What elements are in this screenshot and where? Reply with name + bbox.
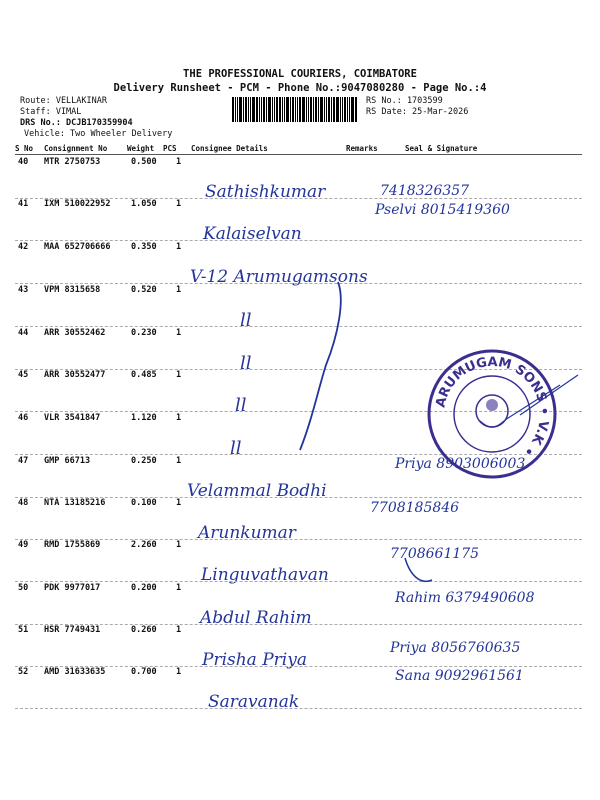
row-consignee-handwriting: Prisha Priya <box>202 650 307 670</box>
row-consignment-no: GMP 66713 <box>44 456 91 466</box>
row-consignee-handwriting: V-12 Arumugamsons <box>190 267 368 287</box>
row-weight: 0.485 <box>131 370 157 380</box>
row-consignment-no: VPM 8315658 <box>44 285 101 295</box>
row-consignee-handwriting: ll <box>240 310 252 331</box>
row-consignment-no: PDK 9977017 <box>44 583 101 593</box>
row-pcs: 1 <box>176 242 182 252</box>
row-consignee-handwriting: Sathishkumar <box>205 182 326 202</box>
row-weight: 0.520 <box>131 285 157 295</box>
row-consignment-no: VLR 3541847 <box>44 413 101 423</box>
row-signature-handwriting: Sana 9092961561 <box>395 668 524 684</box>
row-pcs: 1 <box>176 498 182 508</box>
row-consignee-handwriting: Saravanak <box>208 692 300 712</box>
col-header-sno: S No <box>15 144 34 153</box>
col-header-consignee: Consignee Details <box>191 144 268 153</box>
row-sno: 46 <box>18 413 29 423</box>
row-consignee-handwriting: Arunkumar <box>198 523 296 543</box>
company-title: THE PROFESSIONAL COURIERS, COIMBATORE <box>183 68 417 80</box>
row-consignment-no: AMD 31633635 <box>44 667 106 677</box>
row-pcs: 1 <box>176 157 182 167</box>
row-pcs: 1 <box>176 625 182 635</box>
row-signature-handwriting: 7708661175 <box>390 546 480 562</box>
row-pcs: 1 <box>176 456 182 466</box>
row-weight: 0.260 <box>131 625 157 635</box>
row-pcs: 1 <box>176 328 182 338</box>
row-sno: 42 <box>18 242 29 252</box>
col-header-consignment: Consignment No <box>44 144 108 153</box>
row-pcs: 1 <box>176 413 182 423</box>
row-pcs: 1 <box>176 667 182 677</box>
row-sno: 41 <box>18 199 29 209</box>
row-sno: 49 <box>18 540 29 550</box>
row-sno: 43 <box>18 285 29 295</box>
row-weight: 0.350 <box>131 242 157 252</box>
row-consignee-handwriting: ll <box>230 438 242 459</box>
row-sno: 47 <box>18 456 29 466</box>
col-header-signature: Seal & Signature <box>405 144 478 153</box>
runsheet-subtitle: Delivery Runsheet - PCM - Phone No.:9047080280 - Page No.:4 <box>113 82 487 94</box>
row-signature-handwriting: Rahim 6379490608 <box>395 590 535 606</box>
row-weight: 0.250 <box>131 456 157 466</box>
staff-label: Staff: VIMAL <box>20 107 82 117</box>
row-consignment-no: ARR 30552462 <box>44 328 106 338</box>
row-weight: 0.200 <box>131 583 157 593</box>
drs-number: DRS No.: DCJB170359904 <box>20 118 133 128</box>
row-sno: 52 <box>18 667 29 677</box>
row-pcs: 1 <box>176 199 182 209</box>
row-weight: 1.120 <box>131 413 157 423</box>
row-consignment-no: RMD 1755869 <box>44 540 101 550</box>
row-weight: 0.500 <box>131 157 157 167</box>
row-consignment-no: IXM 510022952 <box>44 199 111 209</box>
row-signature-handwriting: Priya 8903006003 <box>395 456 526 472</box>
row-sno: 45 <box>18 370 29 380</box>
row-consignee-handwriting: Abdul Rahim <box>200 608 312 628</box>
row-weight: 0.100 <box>131 498 157 508</box>
row-signature-handwriting: 7418326357 <box>380 183 470 199</box>
row-consignee-handwriting: Kalaiselvan <box>203 224 302 244</box>
row-pcs: 1 <box>176 540 182 550</box>
row-signature-handwriting: Pselvi 8015419360 <box>375 202 510 218</box>
seal-stamp <box>425 347 559 481</box>
row-pcs: 1 <box>176 285 182 295</box>
row-weight: 0.700 <box>131 667 157 677</box>
route-label: Route: VELLAKINAR <box>20 96 107 106</box>
row-weight: 1.050 <box>131 199 157 209</box>
row-sno: 51 <box>18 625 29 635</box>
rs-number: RS No.: 1703599 <box>366 96 443 106</box>
row-signature-handwriting: Priya 8056760635 <box>390 640 521 656</box>
row-consignee-handwriting: Velammal Bodhi <box>187 481 327 501</box>
row-pcs: 1 <box>176 583 182 593</box>
row-sno: 50 <box>18 583 29 593</box>
row-weight: 2.260 <box>131 540 157 550</box>
row-sno: 40 <box>18 157 29 167</box>
row-consignee-handwriting: ll <box>235 395 247 416</box>
col-header-remarks: Remarks <box>346 144 378 153</box>
row-consignment-no: NTA 13185216 <box>44 498 106 508</box>
vehicle-label: Vehicle: Two Wheeler Delivery <box>24 129 173 139</box>
row-sno: 44 <box>18 328 29 338</box>
stamp-text: ARUMUGAM SONS • V.K • <box>433 354 552 459</box>
col-header-weight: Weight <box>127 144 155 153</box>
row-consignee-handwriting: Linguvathavan <box>201 565 329 585</box>
col-header-pcs: PCS <box>163 144 177 153</box>
row-pcs: 1 <box>176 370 182 380</box>
row-consignment-no: MTR 2750753 <box>44 157 101 167</box>
row-consignment-no: MAA 652706666 <box>44 242 111 252</box>
row-consignee-handwriting: ll <box>240 353 252 374</box>
row-consignment-no: HSR 7749431 <box>44 625 101 635</box>
rs-date: RS Date: 25-Mar-2026 <box>366 107 469 117</box>
row-signature-handwriting: 7708185846 <box>370 500 460 516</box>
row-sno: 48 <box>18 498 29 508</box>
row-weight: 0.230 <box>131 328 157 338</box>
row-consignment-no: ARR 30552477 <box>44 370 106 380</box>
